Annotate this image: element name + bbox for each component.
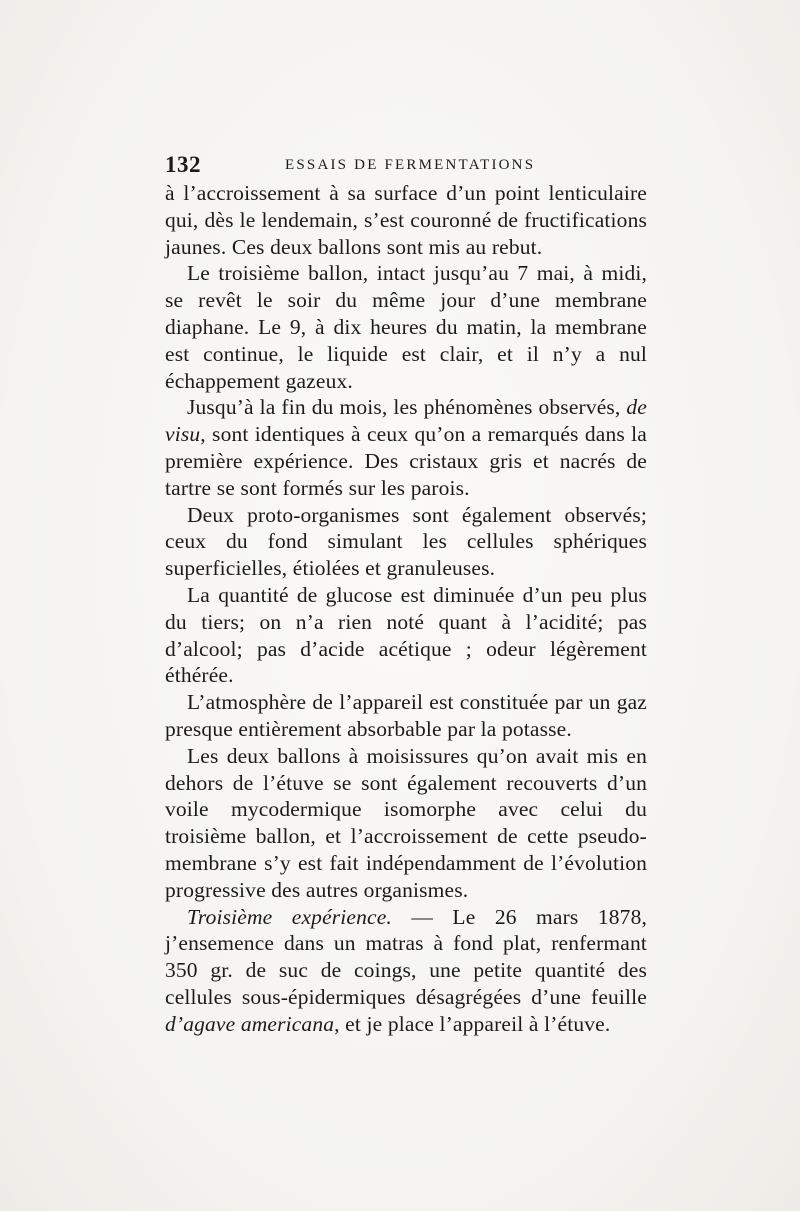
paragraph: L’atmosphère de l’appareil est constituée par un gaz presque entièrement absorbable par la potasse. <box>165 690 647 741</box>
page-number: 132 <box>165 152 201 177</box>
italic-phrase: de visu <box>165 395 647 447</box>
italic-phrase: d’agave americana <box>165 1011 335 1036</box>
section-lead: Troisième expérience. <box>187 904 392 929</box>
paragraph: La quantité de glucose est diminuée d’un peu plus du tiers; on n’a rien noté quant à l’acidité; pas d’alcool; pas d’acide acétique ; odeur légèrement éthérée. <box>165 582 647 688</box>
paragraph: Le troisième ballon, intact jusqu’au 7 mai, à midi, se revêt le soir du même jour d’une membrane diaphane. Le 9, à dix heures du matin, la membrane est continue, le liquide est clair, et il n’y a nul échappement gazeux. <box>165 261 647 393</box>
running-head <box>165 152 645 182</box>
paragraph-text: — Le 26 mars 1878, j’ensemence dans un matras à fond plat, renfermant 350 gr. de suc de coings, une petite quantité des cellules sous-épidermiques désagrégées d’une feuille <box>165 904 647 1009</box>
paragraph-text: , et je place l’appareil à l’étuve. <box>334 1011 611 1036</box>
paragraph-text: , sont identiques à ceux qu’on a remarqués dans la première expérience. Des cristaux gris et nacrés de tartre se sont formés sur les parois. <box>165 422 647 500</box>
body-text <box>165 180 647 1038</box>
paragraph <box>165 394 647 501</box>
paragraph-text: Jusqu’à la fin du mois, les phénomènes observés, <box>187 395 627 420</box>
paragraph <box>165 904 647 1038</box>
paragraph: à l’accroissement à sa surface d’un point lenticulaire qui, dès le lendemain, s’est couronné de fructifications jaunes. Ces deux ballons sont mis au rebut. <box>165 181 647 259</box>
paragraph: Les deux ballons à moisissures qu’on avait mis en dehors de l’étuve se sont également recouverts d’un voile mycodermique isomorphe avec celui du troisième ballon, et l’accroissement de cette pseudo-membrane s’y est fait indépendamment de l’évolution progressive des autres organismes. <box>165 743 647 902</box>
running-title: ESSAIS DE FERMENTATIONS <box>285 157 536 173</box>
paragraph: Deux proto-organismes sont également observés; ceux du fond simulant les cellules sphériques superficielles, étiolées et granuleuses. <box>165 502 647 581</box>
